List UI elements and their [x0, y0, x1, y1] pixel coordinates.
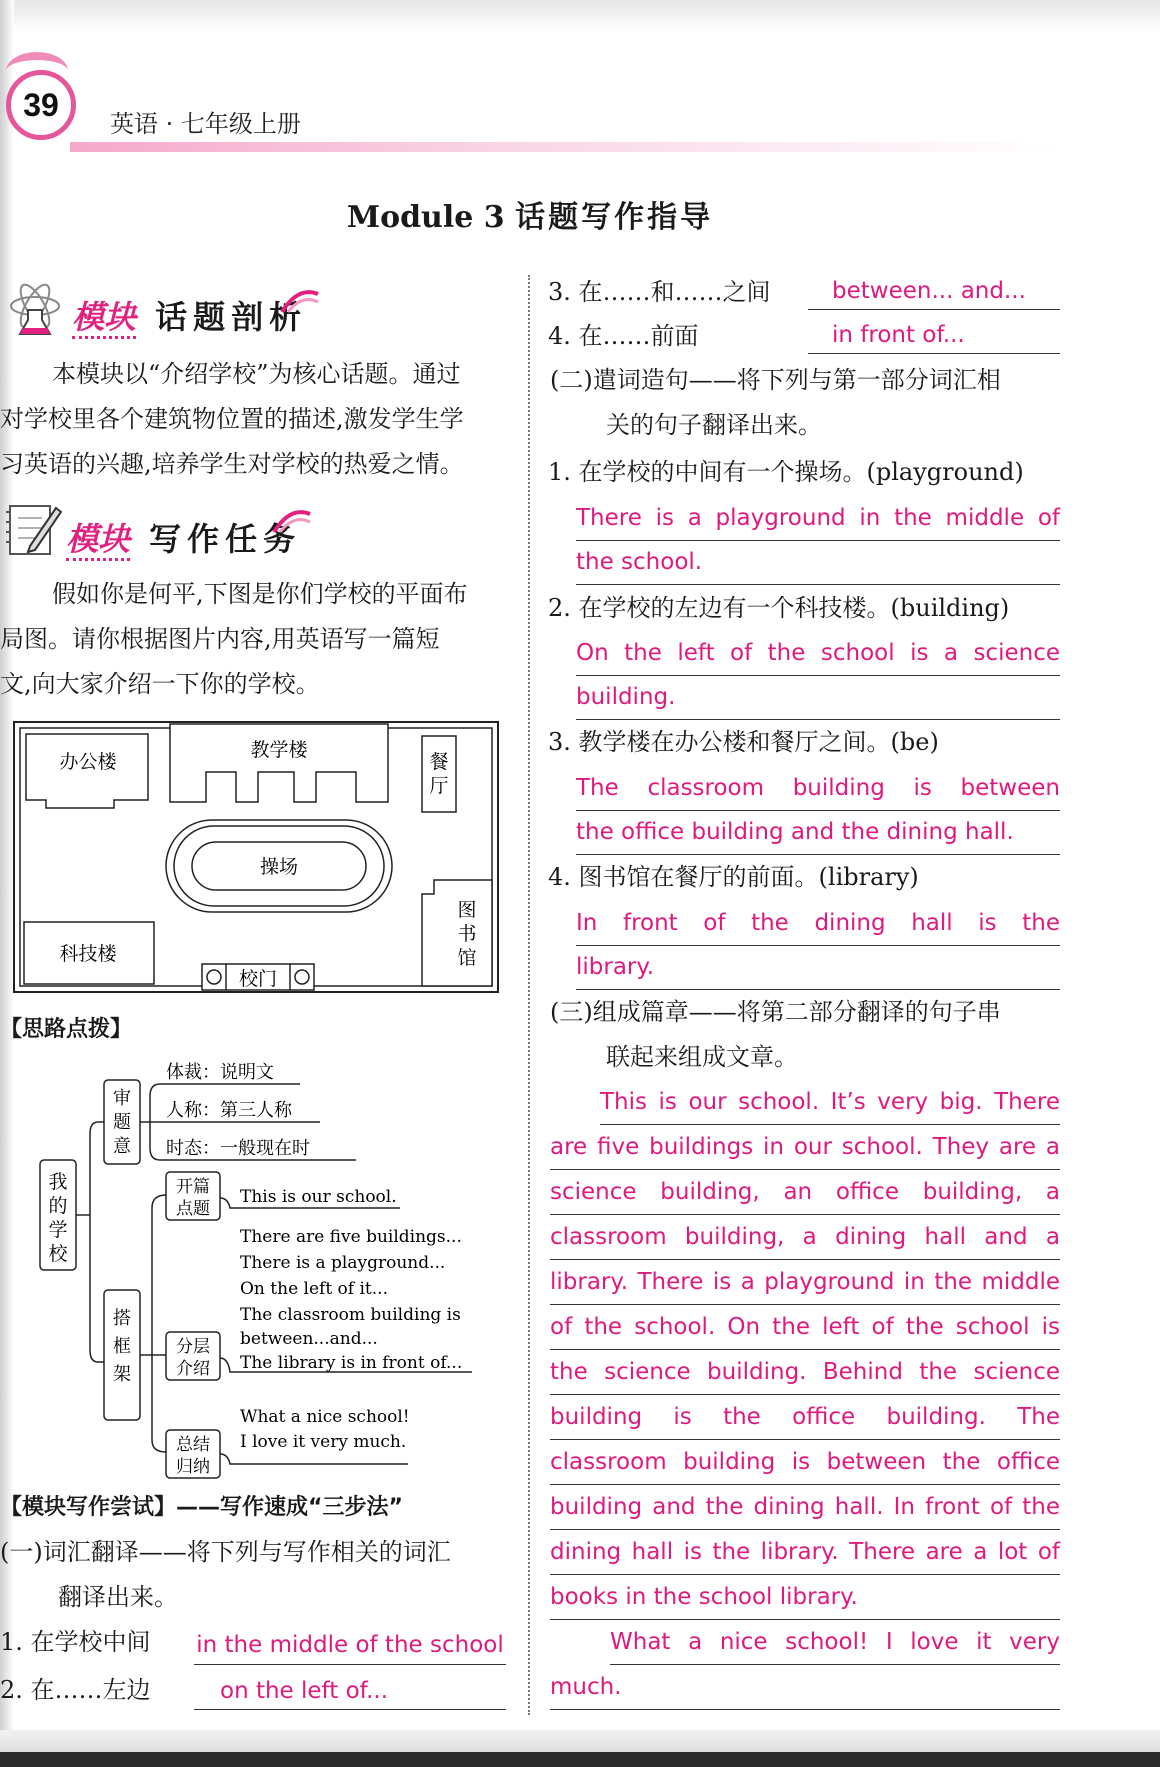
task-title: 写作任务 — [149, 520, 302, 558]
mind-branch2-3: 架 — [113, 1364, 131, 1385]
mind-branch1-2: 题 — [113, 1112, 131, 1133]
part2-line-2: 关的句子翻译出来。 — [606, 411, 822, 439]
mind-root-3: 学 — [48, 1219, 68, 1241]
map-playground-label: 操场 — [259, 856, 299, 878]
map-gate-label: 校门 — [238, 968, 278, 990]
mind-layer-2: 介绍 — [176, 1359, 210, 1379]
module-subtitle: 话题写作指导 — [515, 200, 714, 235]
mind-root-2: 的 — [48, 1195, 68, 1217]
sentence-1-answer-line-2: the school. — [576, 540, 1060, 585]
school-map — [10, 718, 504, 996]
mind-root-4: 校 — [48, 1243, 68, 1265]
vocab-1-answer: in the middle of the school — [194, 1630, 506, 1665]
map-dining-label-2: 厅 — [429, 775, 449, 797]
task-line-3: 文,向大家介绍一下你的学校。 — [0, 670, 320, 698]
analysis-title: 话题剖析 — [155, 298, 308, 336]
sentence-3-question: 3. 教学楼在办公楼和餐厅之间。(be) — [548, 728, 939, 756]
mind-tense: 时态：一般现在时 — [166, 1138, 310, 1159]
essay-line-2: are five buildings in our school. They are a — [550, 1125, 1060, 1170]
mind-open-text: This is our school. — [240, 1187, 397, 1207]
mind-root-1: 我 — [48, 1171, 68, 1193]
swoosh-icon — [272, 504, 312, 538]
sentence-1-answer-line-1: There is a playground in the middle of — [576, 496, 1060, 541]
mind-branch1-1: 审 — [113, 1088, 131, 1109]
map-office-label: 办公楼 — [59, 751, 117, 773]
part3-line-1: (三)组成篇章——将第二部分翻译的句子串 — [550, 998, 1001, 1026]
analysis-line-2: 对学校里各个建筑物位置的描述,激发学生学 — [0, 405, 464, 433]
mind-layer-text-3: On the left of it... — [240, 1279, 388, 1299]
mind-open-2: 点题 — [176, 1199, 210, 1219]
mind-layer-text-6: The library is in front of... — [240, 1353, 463, 1373]
essay-line-4: classroom building, a dining hall and a — [550, 1215, 1060, 1260]
column-divider — [528, 275, 530, 1715]
mind-layer-text-5: between...and... — [240, 1329, 378, 1349]
analysis-text — [0, 352, 520, 487]
vocab-2-answer: on the left of... — [194, 1676, 506, 1710]
map-dining-label-1: 餐 — [429, 751, 449, 773]
sentence-2-answer-line-1: On the left of the school is a science — [576, 631, 1060, 676]
vocab-4-question: 4. 在……前面 — [548, 322, 699, 350]
task-line-2: 局图。请你根据图片内容,用英语写一篇短 — [0, 625, 440, 653]
task-heading — [66, 514, 301, 560]
essay-line-1: This is our school. It’s very big. There — [600, 1080, 1060, 1125]
essay-line-8: building is the office building. The — [550, 1395, 1060, 1440]
mind-layer-1: 分层 — [176, 1337, 210, 1357]
part3-line-2: 联起来组成文章。 — [606, 1043, 798, 1071]
mind-sum-2: 归纳 — [176, 1457, 210, 1477]
sentence-4-question: 4. 图书馆在餐厅的前面。(library) — [548, 863, 919, 891]
map-classroom-label: 教学楼 — [250, 739, 308, 761]
analysis-tag: 模块 — [72, 298, 136, 339]
vocab-4-answer: in front of... — [808, 320, 1060, 354]
mind-sum-text-1: What a nice school! — [240, 1407, 410, 1427]
mind-branch2-1: 搭 — [113, 1308, 131, 1329]
practice-heading: 【模块写作尝试】——写作速成“三步法” — [0, 1495, 403, 1520]
task-line-1: 假如你是何平,下图是你们学校的平面布 — [52, 580, 468, 608]
mind-branch2-2: 框 — [113, 1336, 131, 1357]
analysis-line-3: 习英语的兴趣,培养学生对学校的热爱之情。 — [0, 450, 464, 478]
map-library-label-2: 书 — [457, 923, 477, 945]
swoosh-icon — [280, 284, 320, 318]
essay-line-9: classroom building is between the office — [550, 1440, 1060, 1485]
vocab-3-question: 3. 在……和……之间 — [548, 278, 771, 306]
part3-instruction — [550, 990, 1001, 1080]
part2-line-1: (二)遣词造句——将下列与第一部分词汇相 — [550, 366, 1001, 394]
mind-person: 人称：第三人称 — [166, 1100, 292, 1121]
essay-line-7: the science building. Behind the science — [550, 1350, 1060, 1395]
essay-line-14: much. — [550, 1665, 1060, 1710]
mind-layer-text-1: There are five buildings... — [240, 1227, 462, 1247]
analysis-line-1: 本模块以“介绍学校”为核心话题。通过 — [52, 360, 461, 388]
screen-bottom-bar — [0, 1752, 1160, 1767]
part1-line-1: (一)词汇翻译——将下列与写作相关的词汇 — [0, 1538, 451, 1566]
essay-line-5: library. There is a playground in the middle — [550, 1260, 1060, 1305]
essay-line-3: science building, an office building, a — [550, 1170, 1060, 1215]
mind-layer-text-2: There is a playground... — [240, 1253, 446, 1273]
essay-line-10: building and the dining hall. In front of the — [550, 1485, 1060, 1530]
analysis-heading — [72, 292, 307, 338]
vocab-2-question: 2. 在……左边 — [0, 1676, 151, 1704]
sentence-3-answer-line-2: the office building and the dining hall. — [576, 810, 1060, 855]
header-rule — [70, 142, 1060, 152]
essay-line-11: dining hall is the library. There are a lot of — [550, 1530, 1060, 1575]
sentence-2-answer-line-2: building. — [576, 675, 1060, 720]
map-science-label: 科技楼 — [59, 943, 117, 965]
atom-icon — [6, 280, 64, 342]
mind-branch1-3: 意 — [113, 1136, 131, 1157]
part1-line-2: 翻译出来。 — [58, 1583, 178, 1611]
sentence-4-answer-line-1: In front of the dining hall is the — [576, 901, 1060, 946]
module-label: Module 3 — [346, 200, 505, 235]
sentence-4-answer-line-2: library. — [576, 945, 1060, 990]
essay-line-6: of the school. On the left of the school is — [550, 1305, 1060, 1350]
essay-line-12: books in the school library. — [550, 1575, 1060, 1620]
sentence-1-question: 1. 在学校的中间有一个操场。(playground) — [548, 458, 1024, 486]
mind-map-heading: 【思路点拨】 — [0, 1017, 133, 1042]
part1-instruction — [0, 1530, 451, 1620]
mind-open-1: 开篇 — [176, 1177, 210, 1197]
mind-map — [0, 1050, 520, 1480]
task-tag: 模块 — [66, 520, 130, 561]
sentence-3-answer-line-1: The classroom building is between — [576, 766, 1060, 811]
page-number: 39 — [6, 70, 76, 140]
mind-layer-text-4: The classroom building is — [240, 1305, 461, 1325]
page-title — [0, 192, 1060, 236]
map-library-label-1: 图 — [457, 899, 477, 921]
sentence-2-question: 2. 在学校的左边有一个科技楼。(building) — [548, 594, 1010, 622]
book-title: 英语 · 七年级上册 — [110, 110, 301, 138]
mind-genre: 体裁：说明文 — [166, 1062, 274, 1083]
notebook-pencil-icon — [6, 500, 62, 562]
vocab-1-question: 1. 在学校中间 — [0, 1628, 151, 1656]
essay-line-13: What a nice school! I love it very — [610, 1620, 1060, 1665]
mind-sum-1: 总结 — [176, 1435, 210, 1455]
map-library-label-3: 馆 — [457, 947, 477, 969]
mind-sum-text-2: I love it very much. — [240, 1432, 407, 1452]
page-top-edge — [0, 0, 1160, 32]
part2-instruction — [550, 358, 1001, 448]
task-text — [0, 572, 520, 707]
vocab-3-answer: between... and... — [808, 276, 1060, 310]
